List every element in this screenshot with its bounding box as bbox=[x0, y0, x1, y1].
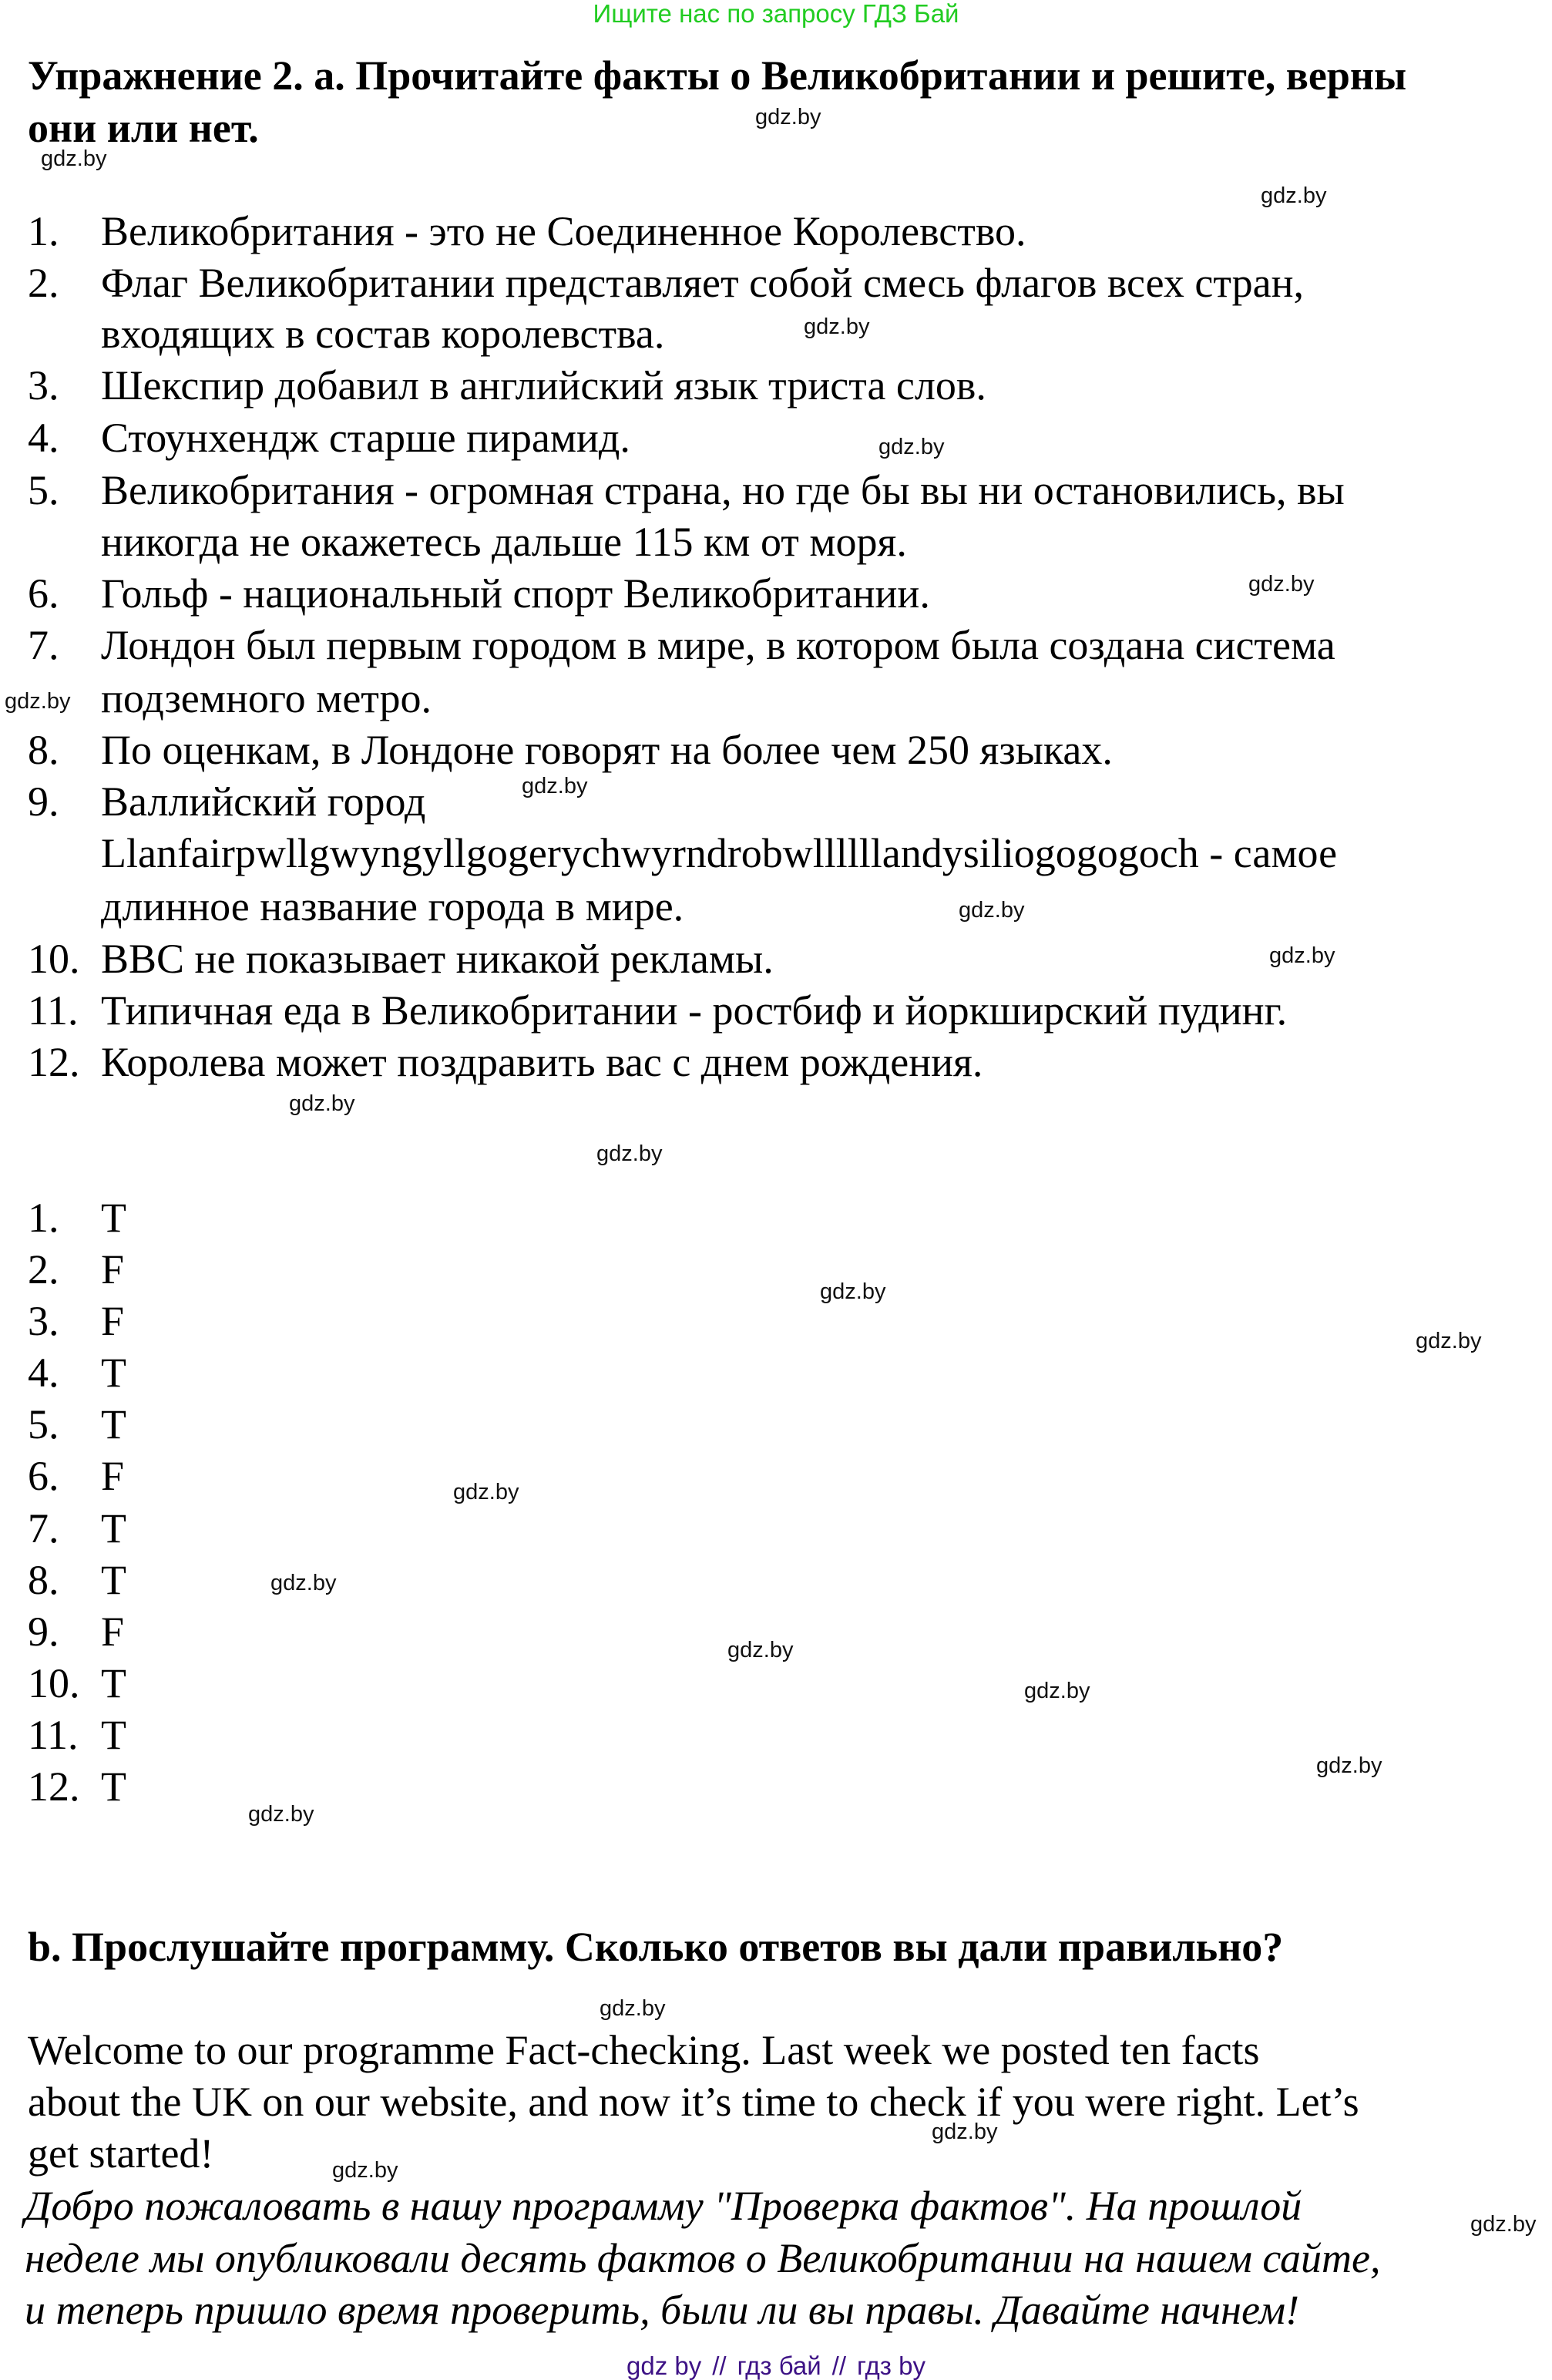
translation-line: неделе мы опубликовали десять фактов о Великобритании на нашем сайте, bbox=[25, 2235, 1381, 2281]
statement-text: Llanfairpwllgwyngyllgogerychwyrndrobwllllllandysiliogogogoch - самое bbox=[101, 830, 1338, 876]
statement-text: По оценкам, в Лондоне говорят на более чем 250 языках. bbox=[101, 727, 1113, 773]
statement-number: 11. bbox=[28, 987, 79, 1034]
statement-text: входящих в состав королевства. bbox=[101, 311, 665, 357]
answer-number: 1. bbox=[28, 1195, 59, 1241]
answer-value: T bbox=[101, 1195, 126, 1241]
answer-number: 3. bbox=[28, 1298, 59, 1344]
answer-value: T bbox=[101, 1505, 126, 1551]
watermark: gdz.by bbox=[1261, 183, 1327, 208]
watermark: gdz.by bbox=[248, 1802, 314, 1827]
watermark: gdz.by bbox=[289, 1091, 355, 1116]
statement-number: 1. bbox=[28, 208, 59, 254]
watermark: gdz.by bbox=[959, 898, 1025, 923]
statement-text: Гольф - национальный спорт Великобритании. bbox=[101, 570, 930, 617]
watermark: gdz.by bbox=[270, 1571, 337, 1595]
footer-link-gdz-by-cyr[interactable]: гдз by bbox=[857, 2351, 925, 2380]
statement-number: 5. bbox=[28, 467, 59, 513]
watermark: gdz.by bbox=[596, 1141, 663, 1166]
answer-value: T bbox=[101, 1350, 126, 1396]
watermark: gdz.by bbox=[1269, 943, 1335, 968]
answer-number: 12. bbox=[28, 1763, 80, 1810]
exercise-title-line1: Упражнение 2. a. Прочитайте факты о Великобритании и решите, верны bbox=[28, 52, 1407, 99]
answer-value: F bbox=[101, 1246, 125, 1293]
statement-text: никогда не окажетесь дальше 115 км от моря. bbox=[101, 519, 907, 565]
answer-value: T bbox=[101, 1557, 126, 1603]
watermark: gdz.by bbox=[804, 314, 870, 339]
statement-text: Стоунхендж старше пирамид. bbox=[101, 415, 630, 461]
answer-number: 11. bbox=[28, 1712, 79, 1758]
exercise-title-line2: они или нет. bbox=[28, 105, 259, 151]
answer-number: 6. bbox=[28, 1453, 59, 1499]
translation-line: Добро пожаловать в нашу программу "Проверка фактов". На прошлой bbox=[25, 2183, 1302, 2229]
english-line: get started! bbox=[28, 2130, 214, 2177]
footer-link-gdz-bai[interactable]: гдз бай bbox=[737, 2351, 821, 2380]
watermark: gdz.by bbox=[755, 105, 821, 129]
statement-text: длинное название города в мире. bbox=[101, 883, 684, 929]
watermark: gdz.by bbox=[878, 435, 945, 459]
answer-number: 7. bbox=[28, 1505, 59, 1551]
watermark: gdz.by bbox=[600, 1996, 666, 2021]
part-b-title: b. Прослушайте программу. Сколько ответов вы дали правильно? bbox=[28, 1924, 1284, 1970]
statement-number: 12. bbox=[28, 1039, 80, 1085]
statement-text: Великобритания - это не Соединенное Королевство. bbox=[101, 208, 1026, 254]
footer-separator: // bbox=[831, 2351, 846, 2380]
watermark: gdz.by bbox=[1416, 1329, 1482, 1353]
english-line: Welcome to our programme Fact-checking. Last week we posted ten facts bbox=[28, 2027, 1260, 2073]
statement-text: Шекспир добавил в английский язык триста слов. bbox=[101, 362, 986, 408]
statement-text: подземного метро. bbox=[101, 675, 432, 721]
statement-text: Лондон был первым городом в мире, в котором была создана система bbox=[101, 622, 1335, 668]
footer-separator: // bbox=[712, 2351, 727, 2380]
statement-number: 3. bbox=[28, 362, 59, 408]
answer-number: 8. bbox=[28, 1557, 59, 1603]
watermark: gdz.by bbox=[332, 2158, 398, 2183]
answer-number: 10. bbox=[28, 1660, 80, 1706]
statement-text: Валлийский город bbox=[101, 778, 426, 825]
statement-number: 7. bbox=[28, 622, 59, 668]
statement-number: 4. bbox=[28, 415, 59, 461]
footer-links bbox=[0, 2352, 1552, 2380]
footer-link-gdz-by[interactable]: gdz by bbox=[627, 2351, 702, 2380]
answer-value: T bbox=[101, 1712, 126, 1758]
answer-value: T bbox=[101, 1660, 126, 1706]
answer-number: 2. bbox=[28, 1246, 59, 1293]
watermark: gdz.by bbox=[820, 1279, 886, 1304]
statement-number: 8. bbox=[28, 727, 59, 773]
watermark: gdz.by bbox=[522, 774, 588, 798]
answer-number: 9. bbox=[28, 1609, 59, 1655]
watermark: gdz.by bbox=[453, 1480, 519, 1504]
watermark: gdz.by bbox=[932, 2119, 998, 2144]
search-banner: Ищите нас по запросу ГДЗ Бай bbox=[593, 0, 959, 28]
watermark: gdz.by bbox=[41, 146, 107, 171]
watermark: gdz.by bbox=[727, 1638, 794, 1662]
statement-text: Типичная еда в Великобритании - ростбиф и йоркширский пудинг. bbox=[101, 987, 1288, 1034]
statement-text: Королева может поздравить вас с днем рождения. bbox=[101, 1039, 983, 1085]
answer-value: F bbox=[101, 1453, 125, 1499]
statement-number: 2. bbox=[28, 260, 59, 306]
answer-number: 5. bbox=[28, 1401, 59, 1447]
statement-text: BBC не показывает никакой рекламы. bbox=[101, 936, 774, 982]
statement-text: Великобритания - огромная страна, но где бы вы ни остановились, вы bbox=[101, 467, 1345, 513]
statement-text: Флаг Великобритании представляет собой смесь флагов всех стран, bbox=[101, 260, 1305, 306]
answer-value: T bbox=[101, 1763, 126, 1810]
statement-number: 6. bbox=[28, 570, 59, 617]
statement-number: 10. bbox=[28, 936, 80, 982]
english-line: about the UK on our website, and now it’s time to check if you were right. Let’s bbox=[28, 2079, 1359, 2125]
watermark: gdz.by bbox=[1316, 1753, 1382, 1778]
watermark: gdz.by bbox=[5, 689, 71, 714]
translation-line: и теперь пришло время проверить, были ли вы правы. Давайте начнем! bbox=[25, 2287, 1300, 2333]
answer-value: T bbox=[101, 1401, 126, 1447]
answer-value: F bbox=[101, 1298, 125, 1344]
answer-number: 4. bbox=[28, 1350, 59, 1396]
answer-value: F bbox=[101, 1609, 125, 1655]
statement-number: 9. bbox=[28, 778, 59, 825]
watermark: gdz.by bbox=[1024, 1679, 1090, 1703]
watermark: gdz.by bbox=[1470, 2212, 1537, 2237]
watermark: gdz.by bbox=[1248, 572, 1315, 597]
